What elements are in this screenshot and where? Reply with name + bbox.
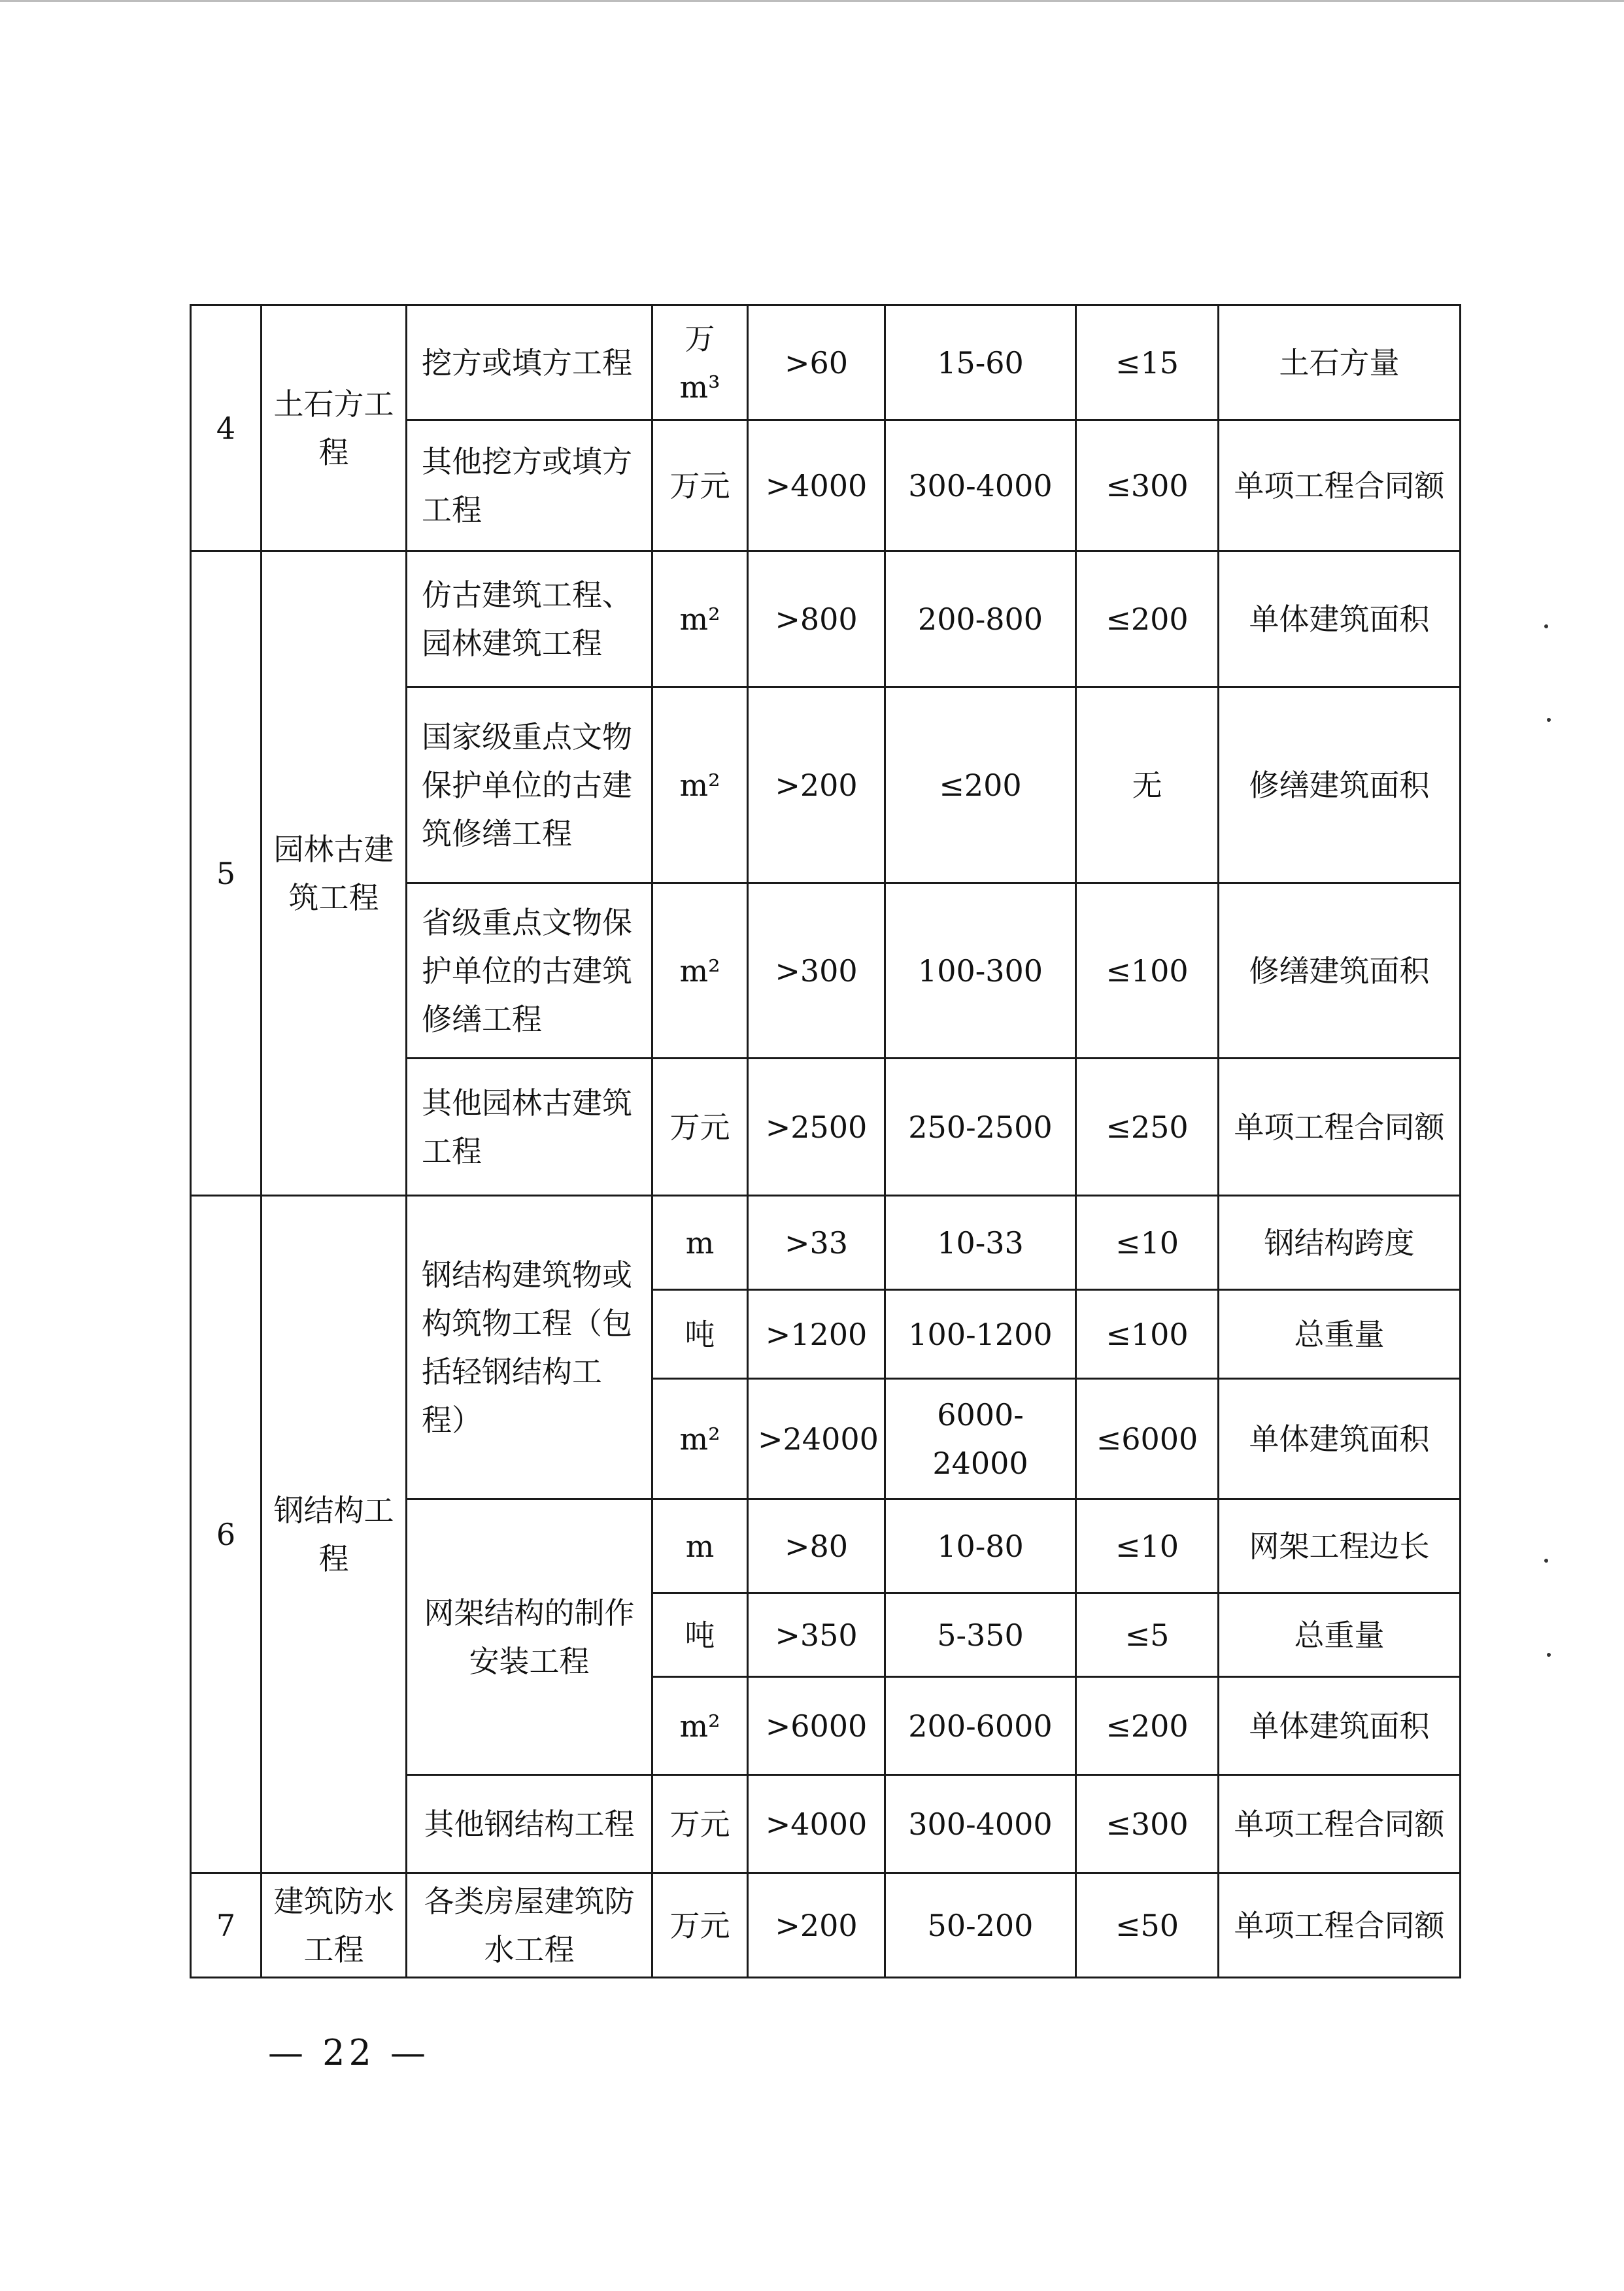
- basis-cell: 单体建筑面积: [1219, 551, 1461, 687]
- small-scale-cell: ≤10: [1076, 1499, 1219, 1593]
- large-scale-cell: >6000: [748, 1677, 885, 1775]
- item-cell: 钢结构建筑物或构筑物工程（包括轻钢结构工程）: [407, 1196, 652, 1499]
- medium-scale-cell: 300-4000: [885, 420, 1076, 551]
- item-cell: 其他挖方或填方工程: [407, 420, 652, 551]
- small-scale-cell: ≤300: [1076, 420, 1219, 551]
- item-cell: 网架结构的制作安装工程: [407, 1499, 652, 1775]
- large-scale-cell: >24000: [748, 1379, 885, 1499]
- table-row: [191, 305, 1461, 420]
- category-cell: 土石方工程: [262, 305, 407, 551]
- scan-speck: [1544, 624, 1548, 628]
- basis-cell: 钢结构跨度: [1219, 1196, 1461, 1290]
- item-cell: 挖方或填方工程: [407, 305, 652, 420]
- large-scale-cell: >350: [748, 1593, 885, 1677]
- item-cell: 仿古建筑工程、园林建筑工程: [407, 551, 652, 687]
- unit-cell: 万元: [652, 1873, 748, 1978]
- unit-cell: 万元: [652, 1775, 748, 1873]
- small-scale-cell: ≤100: [1076, 883, 1219, 1059]
- basis-cell: 土石方量: [1219, 305, 1461, 420]
- row-number-cell: 4: [191, 305, 262, 551]
- small-scale-cell: 无: [1076, 687, 1219, 883]
- row-number-cell: 6: [191, 1196, 262, 1873]
- item-cell: 国家级重点文物保护单位的古建筑修缮工程: [407, 687, 652, 883]
- category-cell: 建筑防水工程: [262, 1873, 407, 1978]
- item-cell: 省级重点文物保护单位的古建筑修缮工程: [407, 883, 652, 1059]
- medium-scale-cell: 200-800: [885, 551, 1076, 687]
- large-scale-cell: >200: [748, 687, 885, 883]
- basis-cell: 单项工程合同额: [1219, 420, 1461, 551]
- page-number: — 22 —: [268, 2032, 430, 2073]
- large-scale-cell: >200: [748, 1873, 885, 1978]
- unit-cell: m²: [652, 687, 748, 883]
- item-cell: 其他钢结构工程: [407, 1775, 652, 1873]
- medium-scale-cell: 50-200: [885, 1873, 1076, 1978]
- medium-scale-cell: 15-60: [885, 305, 1076, 420]
- unit-cell: m²: [652, 1677, 748, 1775]
- medium-scale-cell: 10-80: [885, 1499, 1076, 1593]
- basis-cell: 单项工程合同额: [1219, 1775, 1461, 1873]
- category-cell: 钢结构工程: [262, 1196, 407, 1873]
- unit-cell: m: [652, 1196, 748, 1290]
- table-row: [191, 1873, 1461, 1978]
- large-scale-cell: >2500: [748, 1059, 885, 1196]
- basis-cell: 单项工程合同额: [1219, 1873, 1461, 1978]
- scan-speck: [1547, 1653, 1551, 1657]
- scan-speck: [1544, 1559, 1548, 1563]
- unit-cell: m²: [652, 1379, 748, 1499]
- unit-cell: m: [652, 1499, 748, 1593]
- small-scale-cell: ≤6000: [1076, 1379, 1219, 1499]
- small-scale-cell: ≤100: [1076, 1290, 1219, 1379]
- basis-cell: 单项工程合同额: [1219, 1059, 1461, 1196]
- basis-cell: 修缮建筑面积: [1219, 883, 1461, 1059]
- medium-scale-cell: 200-6000: [885, 1677, 1076, 1775]
- basis-cell: 总重量: [1219, 1593, 1461, 1677]
- table-row: [191, 551, 1461, 687]
- large-scale-cell: >4000: [748, 420, 885, 551]
- page-top-edge: [0, 0, 1624, 2]
- unit-cell: 万元: [652, 420, 748, 551]
- medium-scale-cell: 5-350: [885, 1593, 1076, 1677]
- unit-cell: 万元: [652, 1059, 748, 1196]
- small-scale-cell: ≤50: [1076, 1873, 1219, 1978]
- large-scale-cell: >1200: [748, 1290, 885, 1379]
- large-scale-cell: >300: [748, 883, 885, 1059]
- unit-cell: m²: [652, 551, 748, 687]
- unit-cell: 吨: [652, 1593, 748, 1677]
- basis-cell: 单体建筑面积: [1219, 1379, 1461, 1499]
- scan-speck: [1547, 718, 1551, 722]
- small-scale-cell: ≤200: [1076, 551, 1219, 687]
- unit-cell: m²: [652, 883, 748, 1059]
- large-scale-cell: >60: [748, 305, 885, 420]
- table-row: [191, 1196, 1461, 1290]
- category-cell: 园林古建筑工程: [262, 551, 407, 1196]
- basis-cell: 总重量: [1219, 1290, 1461, 1379]
- basis-cell: 修缮建筑面积: [1219, 687, 1461, 883]
- small-scale-cell: ≤10: [1076, 1196, 1219, 1290]
- small-scale-cell: ≤200: [1076, 1677, 1219, 1775]
- medium-scale-cell: 300-4000: [885, 1775, 1076, 1873]
- large-scale-cell: >800: [748, 551, 885, 687]
- small-scale-cell: ≤250: [1076, 1059, 1219, 1196]
- large-scale-cell: >4000: [748, 1775, 885, 1873]
- large-scale-cell: >33: [748, 1196, 885, 1290]
- item-cell: 各类房屋建筑防水工程: [407, 1873, 652, 1978]
- row-number-cell: 5: [191, 551, 262, 1196]
- medium-scale-cell: 10-33: [885, 1196, 1076, 1290]
- item-cell: 其他园林古建筑工程: [407, 1059, 652, 1196]
- large-scale-cell: >80: [748, 1499, 885, 1593]
- medium-scale-cell: 100-300: [885, 883, 1076, 1059]
- project-scale-table: [190, 304, 1461, 1978]
- basis-cell: 单体建筑面积: [1219, 1677, 1461, 1775]
- small-scale-cell: ≤5: [1076, 1593, 1219, 1677]
- unit-cell: 吨: [652, 1290, 748, 1379]
- medium-scale-cell: 6000-24000: [885, 1379, 1076, 1499]
- small-scale-cell: ≤300: [1076, 1775, 1219, 1873]
- medium-scale-cell: ≤200: [885, 687, 1076, 883]
- small-scale-cell: ≤15: [1076, 305, 1219, 420]
- row-number-cell: 7: [191, 1873, 262, 1978]
- unit-cell: 万 m³: [652, 305, 748, 420]
- basis-cell: 网架工程边长: [1219, 1499, 1461, 1593]
- medium-scale-cell: 250-2500: [885, 1059, 1076, 1196]
- medium-scale-cell: 100-1200: [885, 1290, 1076, 1379]
